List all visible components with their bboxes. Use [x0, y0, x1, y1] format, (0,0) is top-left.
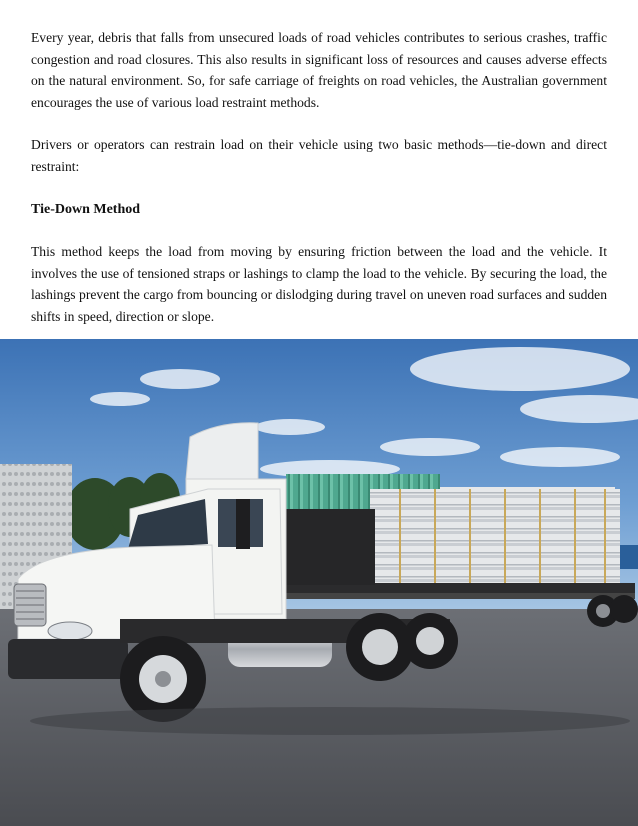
methods-paragraph: Drivers or operators can restrain load on their vehicle using two basic methods—tie-down and direct restraint: — [31, 137, 607, 174]
truck-shadow — [30, 707, 630, 735]
trailer-frame — [280, 593, 635, 599]
side-mirror — [236, 499, 250, 549]
section-heading: Tie-Down Method — [31, 201, 141, 217]
article-body — [31, 27, 607, 328]
bumper — [8, 639, 128, 679]
white-pipe-bundle-top — [440, 487, 615, 517]
intro-paragraph: Every year, debris that falls from unsecured loads of road vehicles contributes to serious crashes, traffic congestion and road closures. This also results in significant loss of resources and causes adverse effects on the natural environment. So, for safe carriage of freights on road vehicles, the Australian government encourages the use of various load restraint methods. — [31, 30, 607, 110]
headboard — [285, 509, 375, 585]
truck-photo — [0, 339, 638, 826]
flatbed-truck-image — [0, 339, 638, 826]
headlight — [48, 622, 92, 640]
tie-down-paragraph: This method keeps the load from moving by ensuring friction between the load and the vehicle. It involves the use of tensioned straps or lashings to clamp the load to the vehicle. By securing the load, the lashings prevent the cargo from bouncing or dislodging during travel on uneven road surfaces and sudden shifts in speed, direction or slope. — [31, 244, 607, 324]
